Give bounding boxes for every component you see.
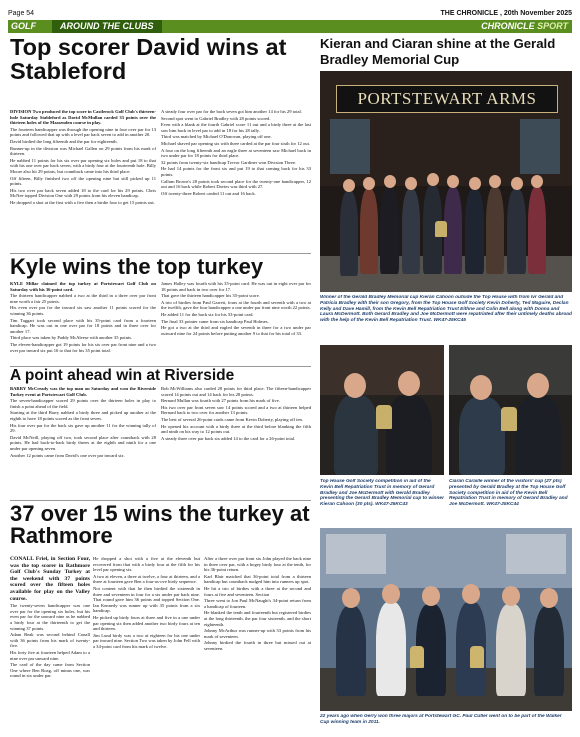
story2-headline: Kyle wins the top turkey: [10, 254, 264, 279]
person-head: [427, 173, 439, 186]
story3-para: David McNeill, playing off two, took second place after countback with 28 points. He had back-to-back birdy threes at the eighth and ninth for a one under par opening seven.: [10, 434, 156, 451]
story3-lead: BARRY McCready was the top man on Saturday and won the Riverside Turkey event at Portstewart Golf Club.: [10, 386, 156, 397]
person: [386, 395, 432, 475]
story2-lead: KYLE Millar claimed the top turkey at Portstewart Golf Club on Saturday with his 36-point card.: [10, 281, 156, 292]
story1-para: Even with a blank at the fourth Gabriel score 11 out and a birdy three at the last saw him back in level par to add in 18 for his 28 tally.: [161, 122, 311, 133]
person: [496, 604, 526, 696]
story2-para: He added 11 for the back six for his 33-point card.: [161, 311, 254, 317]
story2-para: That gave the thirteen handicapper his 35-point score.: [161, 293, 260, 299]
trophy-cup-icon: [376, 405, 392, 429]
page-header: [8, 8, 572, 20]
brand-name: CHRONICLE: [481, 21, 535, 31]
publication-dateline: THE CHRONICLE , 20th November 2025: [440, 10, 572, 17]
story1-para: Third was matched by Michael O'Donovan, playing off one.: [161, 134, 272, 140]
story1-para: Off twenty-three Robert carded 11 out and 16 back.: [161, 190, 256, 196]
story1-lead: DIVISION Two produced the top score in Castlerock Golf Club's thirteen-hole Saturday Stableford as David McMullan carded 33 points over the thirteen holes of the Massenden course in play.: [10, 109, 156, 126]
pub-sign: PORTSTEWART ARMS: [336, 85, 558, 113]
story2-column-2: [161, 281, 311, 364]
person-head: [363, 177, 375, 190]
story4-para: He dropped a shot with a five at the eleventh but recovered from that with a birdy four at the fifth for his level par opening six.: [93, 556, 200, 573]
story4-headline: 37 over 15 wins the turkey at Rathmore: [10, 501, 310, 549]
story4-para: He blanked the tenth and fourteenth but registered birdies at the long thirteenth, the par four sixteenth, and the short eighteenth.: [204, 610, 311, 627]
story4-para: The twenty-seven handicapper was one over par for the opening six holes, but his even par for the unward nine as he nabbed a birdy four at the thirteenth to get the winning 37 points.: [10, 603, 90, 631]
story1-para: His two over par back seven added 18 to the card for his 29 points. Chris McNee topped Division One with 29 points from his eleven handicap.: [10, 187, 156, 199]
person: [465, 189, 484, 274]
story1-para: He had 14 points for the front six and put 19 to that coming back for his 33 points.: [161, 166, 311, 177]
story2-para: The final 33 pointer came from six handicap Paul Holmes.: [161, 318, 269, 324]
story3-headline: A point ahead win at Riverside: [10, 367, 235, 384]
story3-para: Another 12 points came from David's one over par inward six.: [10, 452, 125, 458]
subsection-label: AROUND THE CLUBS: [52, 20, 162, 33]
person: [380, 187, 399, 274]
story1-column-2: [161, 109, 311, 251]
story4-para: He picked up birdy fours at three and five in a one under par opening six then added another two birdy fours at ten and thirteen.: [93, 614, 200, 632]
page-number: Page 54: [8, 10, 35, 17]
story4-para: A two at eleven, a three at twelve, a four at thirteen, and a three at fourteen gave Ben a four-as-ove birdy sequence.: [93, 573, 200, 585]
story1-para: The fourteen handicapper was through the opening nine in four over par for 13 points and followed that up with a level par back seven to add in another 20.: [10, 126, 156, 138]
person-head: [422, 586, 440, 606]
caption-winner-photo: Top House Golf Society competition in aid of the Kevin Bell Repatriation Trust in memory of Gerard Bradley and Joe McDermott with Gerald Bradley presenting the Gerard Bradley Memorial cup to winner Kieran Cahoon (30 pts). WK47-25KC43: [320, 479, 444, 508]
story3-para: His two over par front seven saw 14 points scored and a two at thirteen helped Bernard back to two over for another 13 points.: [161, 404, 311, 416]
interior-wall: [320, 345, 444, 395]
person-head: [384, 175, 396, 188]
framed-picture: [326, 534, 386, 574]
person-head: [502, 586, 520, 606]
person-head: [531, 175, 543, 188]
story4-para: Jim Lund birdy was a two at eighteen for his one under par inward nine. Section Two was taken by John Fell with a 34-point card from his mark of twelve.: [93, 632, 200, 649]
person: [507, 189, 526, 274]
story4-para: His forty five at fourteen helped Adam to a nine over par unward nine.: [10, 649, 90, 661]
framed-picture: [506, 534, 566, 574]
story4-para: The card of the day came from Section One where Ben Boag, off minus one, was round in six under par.: [10, 662, 90, 679]
story2-para: Third place was taken by Paddy McAleese with another 35 points.: [10, 335, 133, 341]
story2-para: Tim Taggart took second place with his 35-point card from a fourteen handicap. He was out in one over par for 18 points and in three over for another 17.: [10, 317, 156, 334]
person: [515, 395, 561, 475]
story1-para: Off fifteen, Billy finished two off the opening nine but still picked up 11 points.: [10, 175, 156, 187]
presentation-photo-visitor: [449, 345, 572, 475]
group-photo-outside-pub: [320, 71, 572, 292]
story3-para: His four over par for the back six gave up another 11 for the winning tally of 29.: [10, 422, 156, 434]
story1-para: He dropped a shot at the first with a five then a birdie four to get 15 points out.: [10, 199, 155, 205]
story4-para: Adam Beak was second behind Conall with 36 points from his mark of twenty-five.: [10, 632, 90, 649]
story3-para: A steady three over par back six added 14 to the card for a 26-point total.: [161, 435, 296, 441]
person-head: [343, 179, 355, 192]
story1-para: Michael shaved par opening six with three carded at the par four sixth for 12 out.: [161, 140, 310, 146]
person-head: [469, 177, 481, 190]
story1-para: Runner-up in the division was Michael Gallen on 29 points from his mark of thirteen.: [10, 145, 156, 157]
story4-column-3: [204, 556, 311, 732]
story2-para: The thirteen handicapper nabbed a two at the third in a three over par front nine worth a fair 25 points.: [10, 293, 156, 304]
person: [340, 191, 358, 276]
person-head: [462, 584, 480, 604]
story1-headline: Top scorer David wins at Stableford: [10, 34, 287, 84]
person: [534, 606, 564, 696]
story1-para: Second spot went to Gabriel Bradley with 28 points scored.: [161, 115, 271, 121]
story1-column-1: [10, 109, 156, 251]
story2-para: His even over par for the inward six saw another 11 points scored for the winning 36 points.: [10, 305, 156, 316]
caption-visitor-photo: Ciaran Caraille winner of the visitors' cup (27 pts) presented by Gerald Bradley at the Top House Golf Society competition in aid of the Kevin Bell Repatriation Trust in memory of Gerard Bradley and Joe McDermott. WK47-25KC44: [449, 479, 568, 508]
story2-para: He got a two at the third and eagled the seventh in three for a two under par outward nine for 24 points before putting another 9 to that for his total of 33.: [161, 325, 311, 336]
caption-archive-photo: 22 years ago when Gerry won three majors at Portstewart GC. Paul Cutler went on to be part of the Walker Cup winning team in 2011.: [320, 714, 562, 725]
story2-para: James Halley was fourth with his 35-point card. He was out in eight over par for 18 points and back in two over for 17.: [161, 281, 311, 292]
story4-column-2: [93, 556, 200, 732]
caption-group-photo: Winner of the Gerald Bradley Memorial cup Kieran Cahoon outside the Top House with from Ivr Gerald and Patricia Bradley with their son Gregory, from the Top House Golf Society Kevin Doherty, Ted Maguire, Declan Kelly and Dave Hamill, from the Kevin Bell Repatriation Trust Eithne and Colin Bell along with Donna and Laura McDermott. Both Gerard Bradley and Joe McDermott were repatriated after their untimely deaths abroad with the help of the Kevin Bell Repatriation Trust. WK47-25KC45: [320, 295, 572, 324]
story4-para: He hit a trio of birdies with a three at the second and fours at five and seventeen. Section: [204, 585, 311, 597]
section-band: [8, 20, 572, 33]
person-head: [511, 177, 523, 190]
person-head: [398, 371, 420, 396]
story1-para: A four on the long fifteenth and an eagle three at seventeen saw Michael back in two under par for 18 points for third place.: [161, 147, 311, 159]
person-head: [382, 584, 400, 604]
interior-wall: [449, 345, 572, 395]
person-head: [342, 588, 360, 608]
trophy-cup-icon: [470, 646, 484, 668]
feature-headline: Kieran and Ciaran shine at the Gerald Bradley Memorial Cup: [320, 36, 556, 67]
story4-para: Johnny birdied the fourth in three but missed out at seventeen.: [204, 640, 311, 651]
story3-para: Starting at the third Barry nabbed a birdy three and picked up another at the eighth to have 18 points scored as the front seven.: [10, 410, 156, 421]
trophy-cup-icon: [435, 221, 447, 237]
person-head: [527, 373, 549, 398]
story3-para: Bernard Mullan was fourth with 27 points from his mark of five.: [161, 398, 280, 404]
story1-para: Callum Brown's 28 points took second place for the twenty-one handicapper, 12 out and 16 back while Robert Davies was third with 27.: [161, 178, 311, 190]
window: [520, 119, 560, 174]
person: [402, 189, 420, 274]
presentation-photo-winner: [320, 345, 444, 475]
person-head: [405, 177, 417, 190]
story3-para: Bob McWilliams also carded 28 points for third place. The fifteen-handicapper scored 14 points out and 14 back for his 28 points.: [161, 386, 311, 397]
brand-section: SPORT: [537, 21, 568, 31]
story1-para: David birdied the long fifteenth and the par for eighteenth.: [10, 138, 118, 144]
section-label: GOLF: [11, 21, 36, 31]
person: [334, 395, 378, 475]
story1-para: 32 points from twenty-six handicap Trevor Gardiner won Division Three.: [161, 159, 297, 165]
person: [336, 606, 366, 696]
person: [459, 397, 505, 475]
story4-para: Not content with that he then birdied the sixteenth in three and seventeen in four for a six under par back nine. That round gave him 36 points and topped Section One. Ian Kennedy was runner up with 35 points from a six handicap.: [93, 585, 200, 614]
story4-para: Karl Blair matched that 36-point total from a thirteen handicap but countback nudged him into runners up spot.: [204, 573, 311, 585]
story2-para: A trio of birdies from Paul Garrett, fours at the fourth and seventh with a two at the twelfth, gave the four handicapper a one under par front nine worth 22 points.: [161, 299, 311, 311]
archive-group-photo: [320, 528, 572, 711]
person-head: [447, 175, 459, 188]
story3-column-2: [161, 386, 311, 498]
story3-para: He opened his account with a birdy three at the third before blanking the fifth and ninth on his way to 12 points out.: [161, 423, 311, 435]
story4-para: Three went to Jon Paul McNaught's 34-point return from a handicap of fourteen.: [204, 598, 311, 609]
story2-column-1: [10, 281, 156, 364]
story4-para: After a three over par front six John played the back nine in three over par, with a bogey birdy four at the tenth, for his 36-point return.: [204, 556, 311, 573]
story4-lead: CONALL Friel, in Section Four, was the top scorer in Rathmore Golf Club's Sunday Turkey at the weekend with 37 points scored over the fifteen holes available for play on the Valley course.: [10, 556, 90, 602]
story3-para: The seven-handicapper scored 29 points over the thirteen holes in play to finish a point ahead of the field.: [10, 398, 156, 409]
story4-column-1: [10, 556, 90, 732]
brand-mark: [481, 21, 568, 31]
person: [486, 187, 504, 274]
window: [330, 119, 370, 174]
story1-para: He nabbed 11 points for his six over par opening six holes and put 18 to that with his one over par back seven, with a birdy four at the fourteenth hole. Billy Moore also hit 29 points, but countback came into his third place.: [10, 157, 156, 174]
story3-column-1: [10, 386, 156, 498]
person: [528, 187, 546, 274]
story3-para: The best of several 26-point cards came from Kevin Doherty, playing off ten.: [161, 416, 303, 422]
person: [376, 602, 406, 696]
person-head: [344, 373, 366, 398]
person-head: [470, 375, 492, 400]
person-head: [540, 588, 558, 608]
trophy-cup-icon: [501, 407, 517, 431]
person-head: [489, 175, 501, 188]
person: [360, 189, 378, 274]
trophy-cup-icon: [410, 646, 424, 668]
story4-para: Johnny McArthur was runner-up with 33 points from his mark of seventeen.: [204, 628, 311, 639]
story2-para: The eleven-handicapper got 19 points for his six over par front nine and a two over par inward six put 16 to that for his 35 point total.: [10, 341, 156, 353]
story1-para: A steady four over par for the back seven got him another 14 for his 29 total.: [161, 109, 302, 114]
